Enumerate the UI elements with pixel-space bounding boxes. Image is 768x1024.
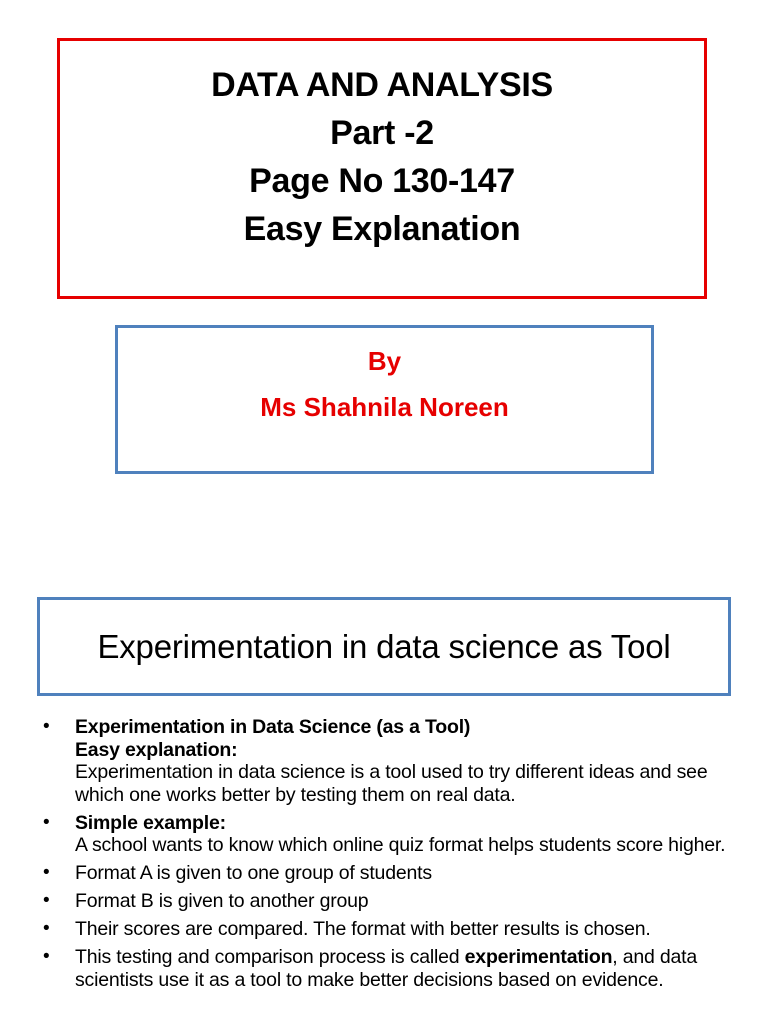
list-item — [38, 946, 738, 991]
list-item — [38, 862, 738, 885]
bullet-text: Experimentation in data science is a tool used to try different ideas and see which one works better by testing them on real data. — [75, 761, 708, 806]
title-line-3: Page No 130-147 — [249, 162, 515, 200]
bullet-text-before: This testing and comparison process is called — [75, 946, 465, 968]
list-item — [38, 918, 738, 941]
author-box — [115, 325, 654, 474]
bullet-text-after: , and data scientists use it as a tool to make better decisions based on evidence. — [75, 946, 698, 991]
bullet-text: A school wants to know which online quiz format helps students score higher. — [75, 834, 726, 856]
title-line-4: Easy Explanation — [243, 210, 521, 248]
title-box — [57, 38, 707, 299]
bullet-bold-heading: Experimentation in Data Science (as a Tool) — [75, 716, 471, 738]
bullet-bold-subheading: Easy explanation: — [75, 738, 238, 761]
slide-content — [38, 716, 738, 997]
bullet-icon: • — [43, 890, 50, 911]
bullet-icon: • — [43, 811, 50, 833]
bullet-list — [38, 716, 738, 991]
bullet-bold-term: experimentation — [464, 946, 613, 968]
bullet-icon: • — [43, 946, 50, 967]
bullet-text: Their scores are compared. The format with better results is chosen. — [75, 918, 651, 940]
author-name: Ms Shahnila Noreen — [260, 392, 509, 422]
author-by-label: By — [367, 346, 402, 376]
title-line-2: Part -2 — [330, 114, 434, 152]
list-item — [38, 890, 738, 913]
bullet-icon: • — [43, 918, 50, 939]
title-line-1: DATA AND ANALYSIS — [211, 66, 553, 104]
bullet-bold-heading: Simple example: — [75, 811, 226, 834]
bullet-icon: • — [43, 862, 50, 883]
list-item — [38, 812, 738, 857]
bullet-text: Format A is given to one group of students — [75, 862, 432, 884]
bullet-icon: • — [43, 716, 50, 737]
slide-heading-box — [37, 597, 731, 696]
list-item — [38, 716, 738, 806]
slide-heading: Experimentation in data science as Tool — [97, 627, 671, 665]
bullet-text: Format B is given to another group — [75, 890, 369, 912]
